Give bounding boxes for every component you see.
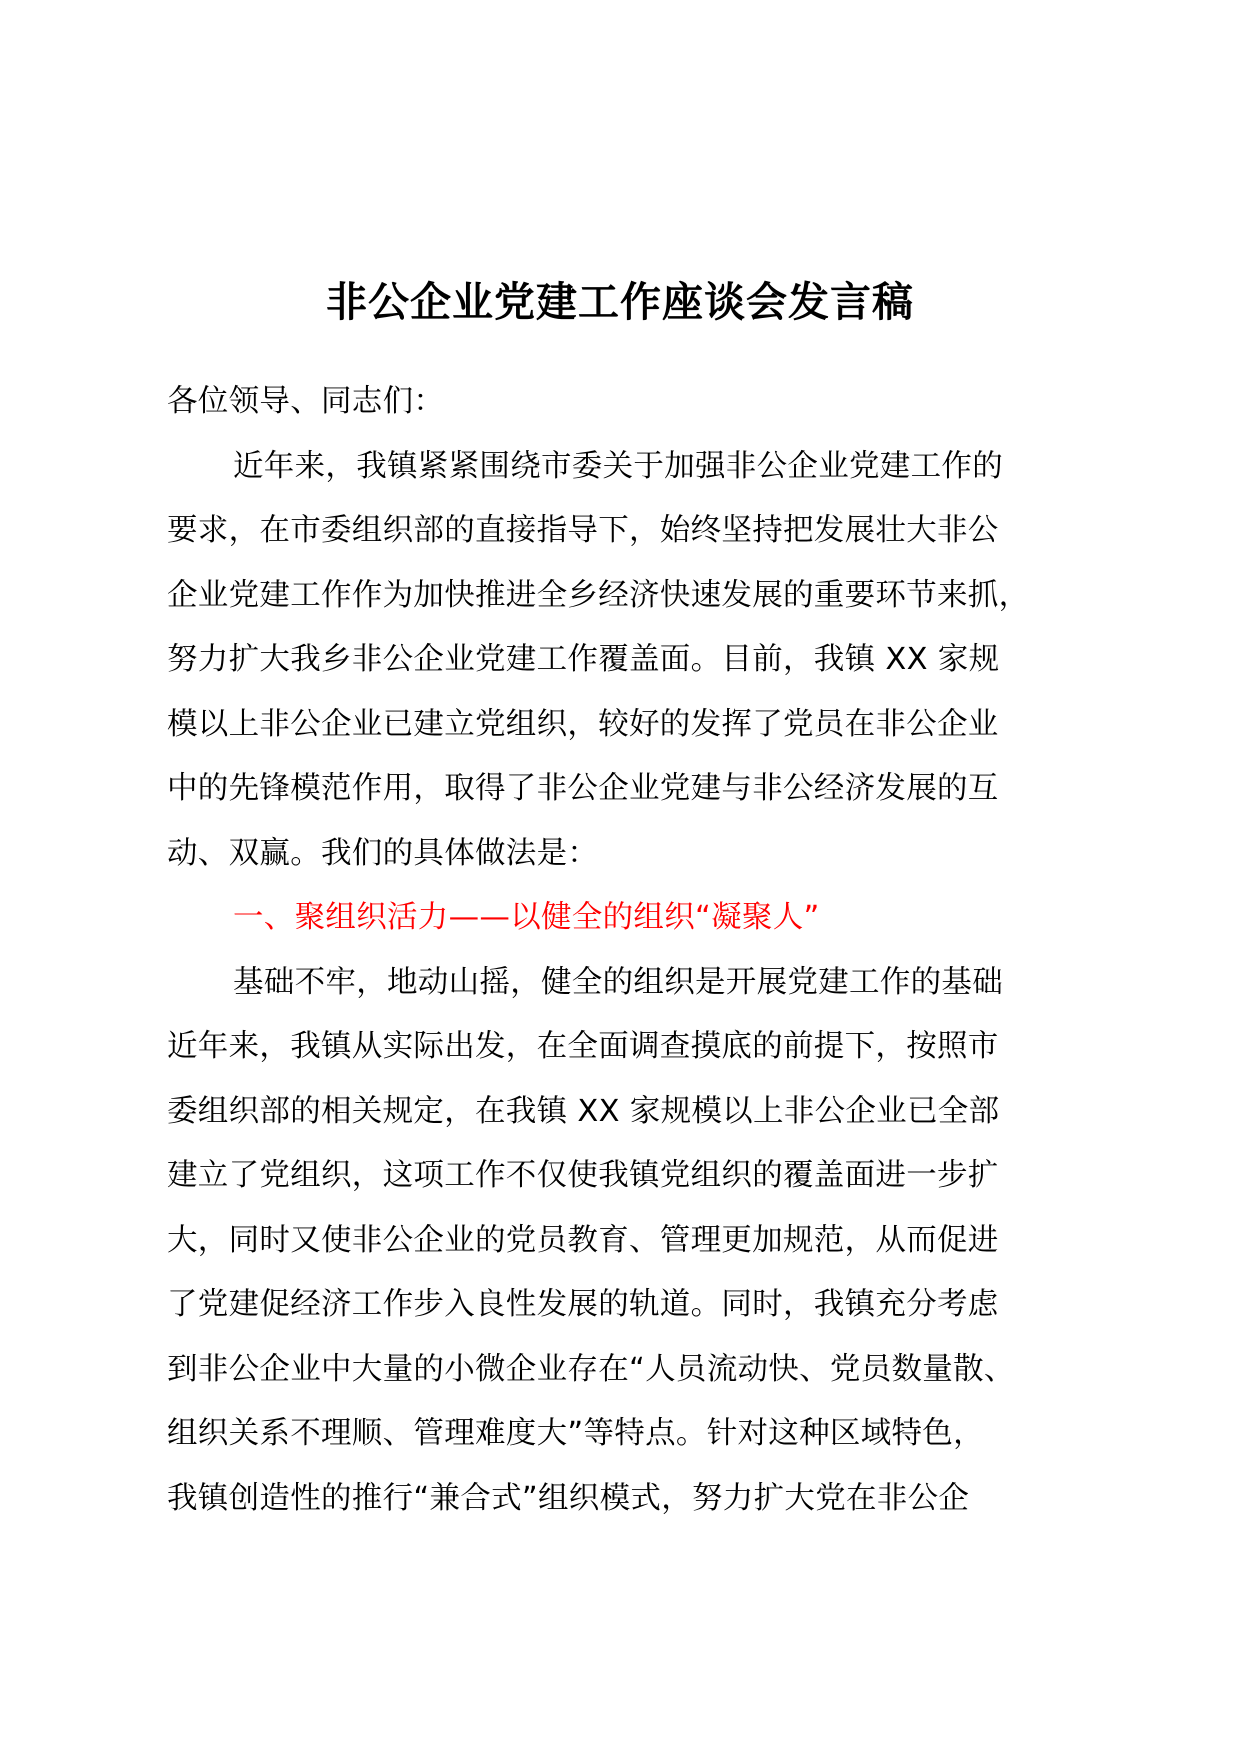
document-title: 非公企业党建工作座谈会发言稿 xyxy=(326,278,914,326)
paragraph-line: 了党建促经济工作步入良性发展的轨道。同时，我镇充分考虑 xyxy=(167,1287,999,1322)
paragraph-line: 近年来，我镇从实际出发，在全面调查摸底的前提下，按照市 xyxy=(167,1029,999,1064)
paragraph-line: 要求，在市委组织部的直接指导下，始终坚持把发展壮大非公 xyxy=(167,513,999,548)
document-body xyxy=(167,370,1117,1531)
paragraph-line: 我镇创造性的推行“兼合式”组织模式，努力扩大党在非公企 xyxy=(167,1480,970,1516)
paragraph-line: 大，同时又使非公企业的党员教育、管理更加规范，从而促进 xyxy=(167,1222,999,1258)
paragraph-1 xyxy=(167,435,1117,887)
paragraph-line: 中的先锋模范作用，取得了非公企业党建与非公经济发展的互 xyxy=(167,771,999,806)
paragraph-line: 企业党建工作作为加快推进全乡经济快速发展的重要环节来抓， xyxy=(167,577,1030,613)
paragraph-line: 委组织部的相关规定，在我镇 XX 家规模以上非公企业已全部 xyxy=(167,1093,1000,1129)
paragraph-line: 基础不牢，地动山摇，健全的组织是开展党建工作的基础 xyxy=(233,964,1003,1000)
paragraph-line: 近年来，我镇紧紧围绕市委关于加强非公企业党建工作的 xyxy=(233,448,1003,484)
paragraph-line: 动、双赢。我们的具体做法是： xyxy=(167,835,599,871)
paragraph-line: 模以上非公企业已建立党组织，较好的发挥了党员在非公企业 xyxy=(167,706,999,742)
paragraph-line: 努力扩大我乡非公企业党建工作覆盖面。目前，我镇 XX 家规 xyxy=(167,642,1000,677)
paragraph-2 xyxy=(167,951,1117,1532)
paragraph-line: 到非公企业中大量的小微企业存在“人员流动快、党员数量散、 xyxy=(167,1351,1015,1387)
paragraph-line: 组织关系不理顺、管理难度大”等特点。针对这种区域特色， xyxy=(167,1416,984,1451)
section-heading: 一、聚组织活力——以健全的组织“凝聚人” xyxy=(233,900,820,935)
paragraph-line: 建立了党组织，这项工作不仅使我镇党组织的覆盖面进一步扩 xyxy=(167,1158,999,1193)
salutation: 各位领导、同志们： xyxy=(167,384,445,419)
